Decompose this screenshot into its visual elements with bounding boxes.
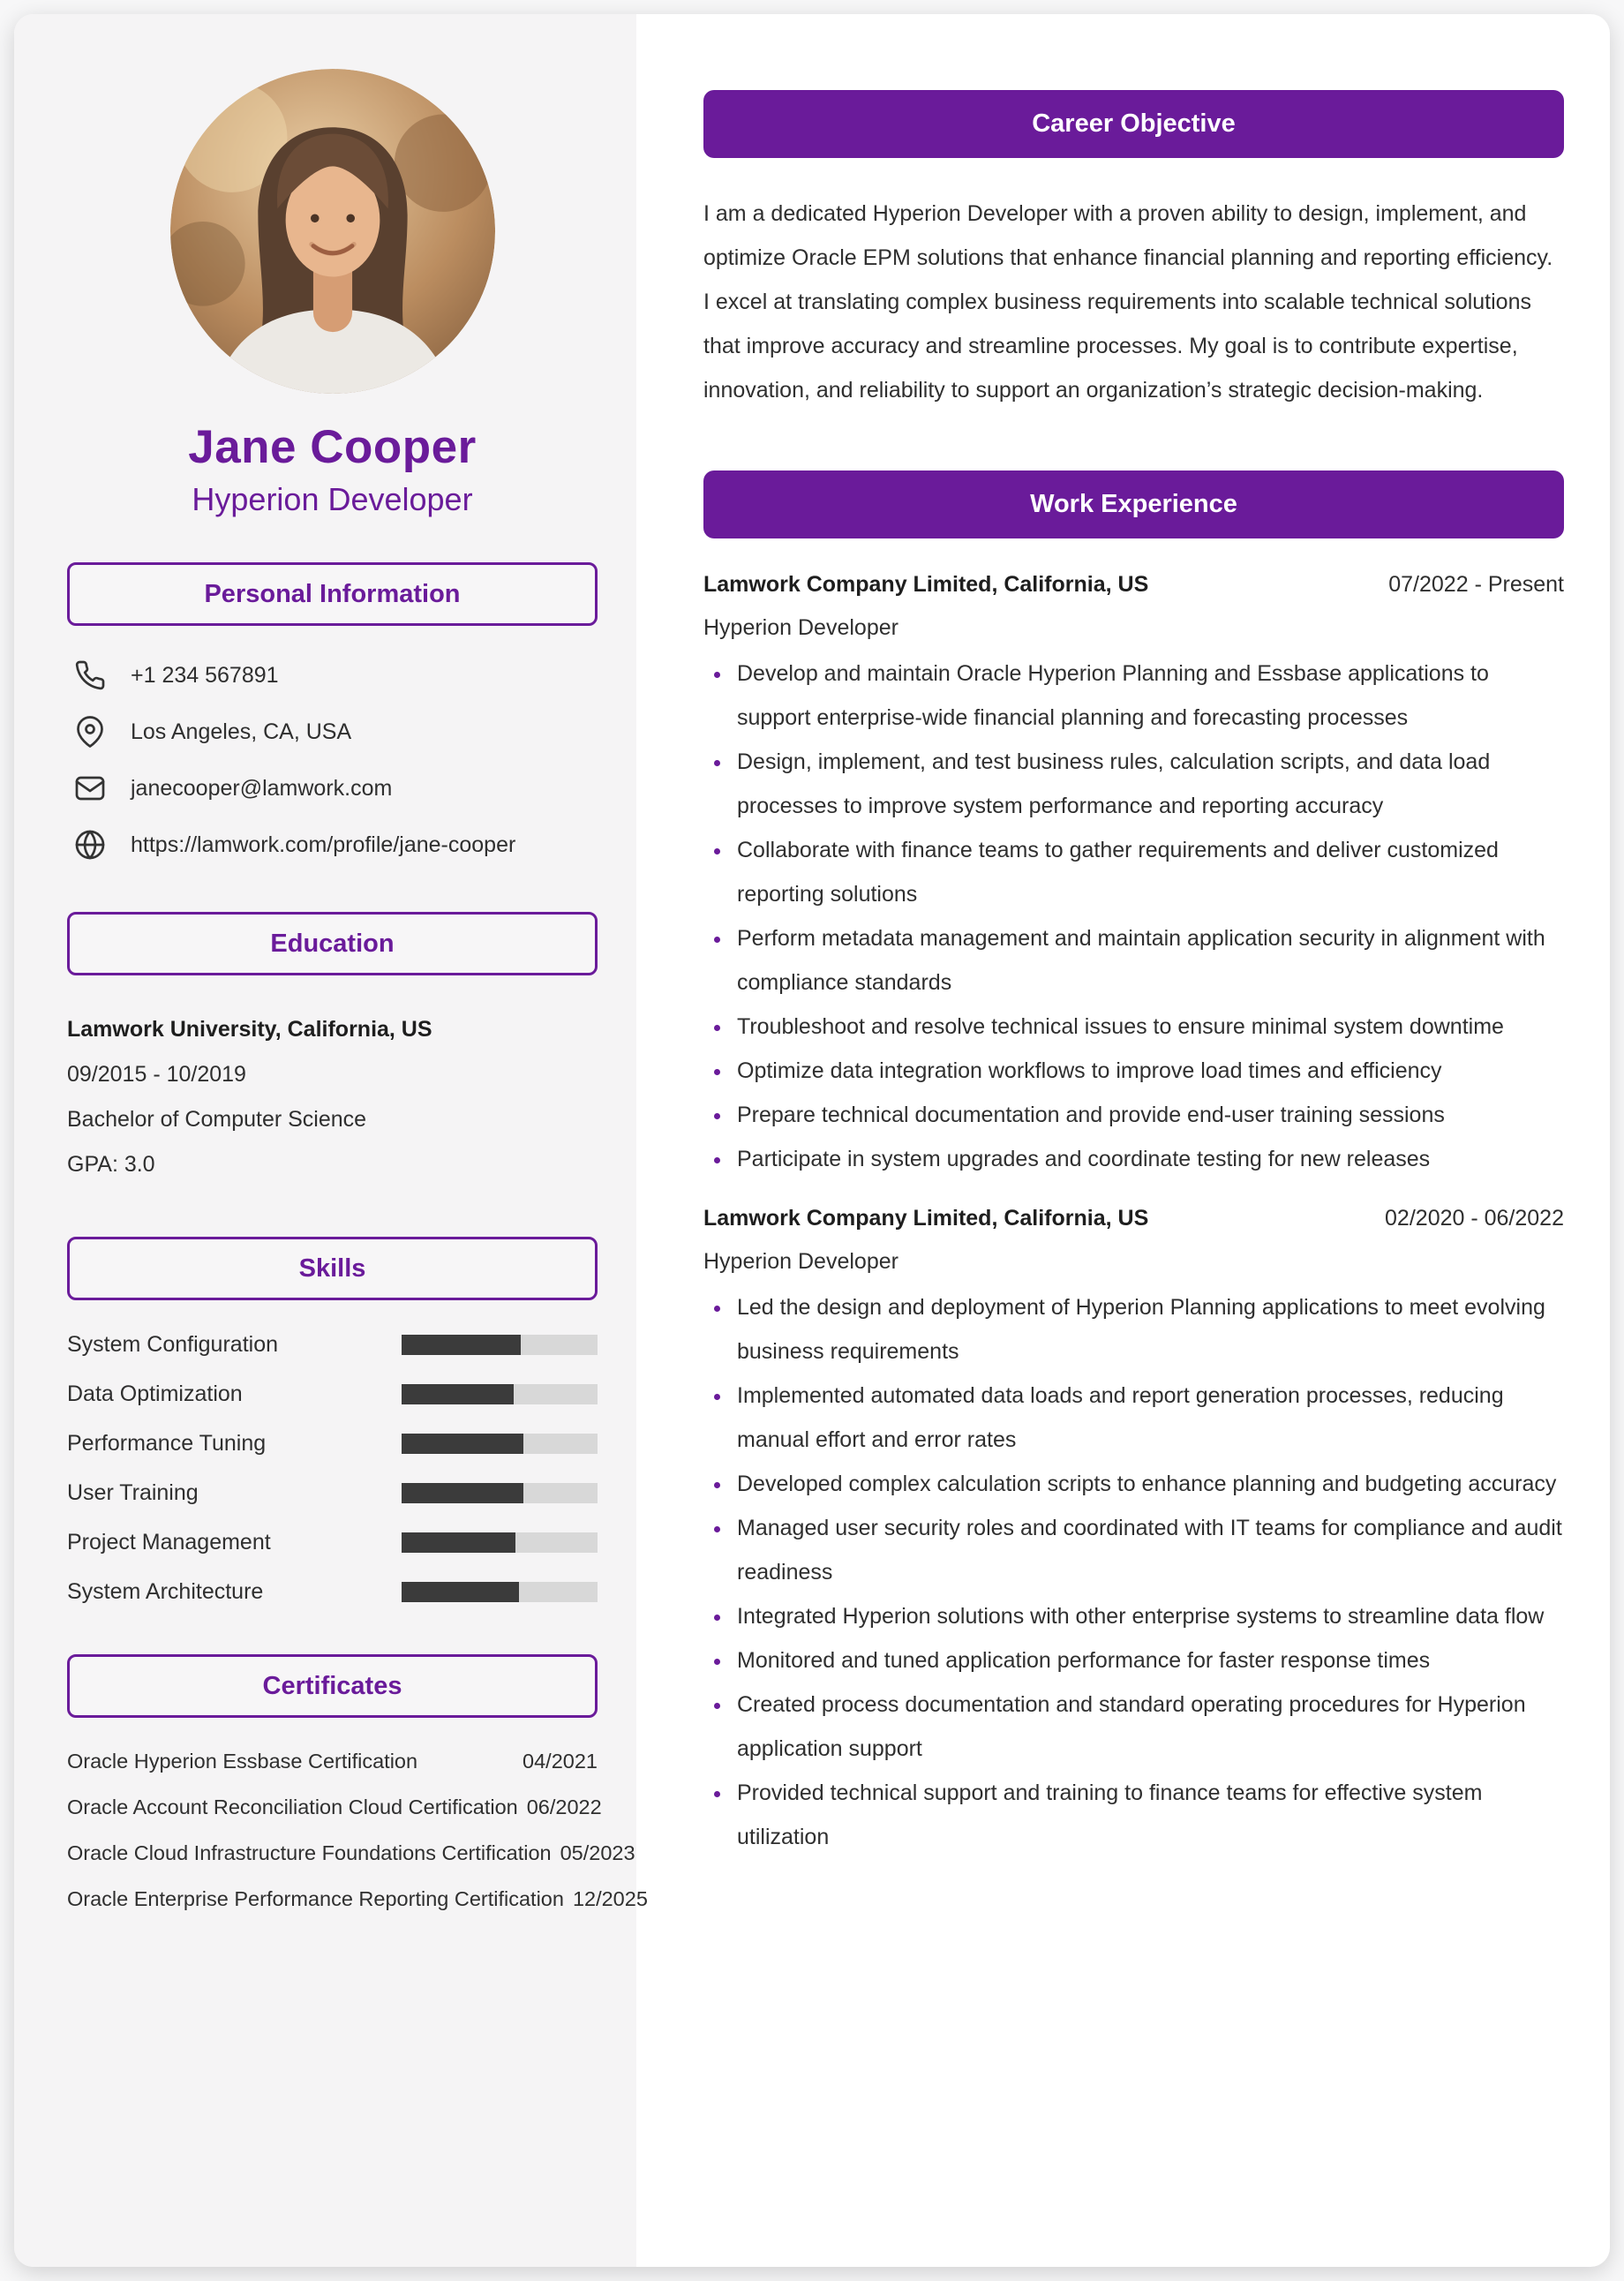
certificate-name: Oracle Hyperion Essbase Certification bbox=[67, 1750, 418, 1773]
skill-label: Performance Tuning bbox=[67, 1431, 267, 1456]
certificate-name: Oracle Enterprise Performance Reporting Certification bbox=[67, 1887, 564, 1910]
job-bullet: • Created process documentation and standard operating procedures for Hyperion application support bbox=[732, 1683, 1564, 1771]
job-bullet: • Monitored and tuned application performance for faster response times bbox=[732, 1638, 1564, 1683]
certificate-date: 05/2023 bbox=[560, 1841, 635, 1864]
skill-row bbox=[67, 1579, 598, 1605]
job-bullet: • Design, implement, and test business rules, calculation scripts, and data load processes to improve system performance and reporting accuracy bbox=[732, 740, 1564, 828]
skill-bar bbox=[402, 1532, 598, 1553]
education-school: Lamwork University, California, US bbox=[67, 1017, 432, 1042]
certificate-row bbox=[67, 1750, 598, 1773]
skill-row bbox=[67, 1530, 598, 1555]
candidate-name: Jane Cooper bbox=[188, 421, 477, 473]
contact-location-text: Los Angeles, CA, USA bbox=[131, 719, 352, 744]
skills-heading bbox=[67, 1237, 598, 1300]
main-column bbox=[636, 14, 1610, 2267]
skill-label: Project Management bbox=[67, 1530, 271, 1555]
phone-icon bbox=[72, 658, 108, 693]
personal-information-heading-label: Personal Information bbox=[204, 579, 461, 608]
profile-photo bbox=[170, 69, 495, 394]
skill-bar bbox=[402, 1483, 598, 1503]
certificate-row bbox=[67, 1887, 648, 1911]
work-experience-heading bbox=[703, 471, 1564, 538]
contact-item-location bbox=[72, 714, 598, 749]
job-bullet: • Managed user security roles and coordinated with IT teams for compliance and audit readiness bbox=[732, 1506, 1564, 1594]
career-objective-heading-label: Career Objective bbox=[1032, 109, 1236, 138]
skill-label: System Configuration bbox=[67, 1332, 279, 1357]
certificate-date: 04/2021 bbox=[523, 1750, 598, 1773]
section-career-objective bbox=[703, 90, 1564, 412]
job-header bbox=[703, 1206, 1564, 1231]
certificate-date: 06/2022 bbox=[526, 1795, 602, 1818]
job-company: Lamwork Company Limited, California, US bbox=[703, 572, 1149, 597]
contact-item-phone bbox=[72, 658, 598, 693]
skill-row bbox=[67, 1431, 598, 1457]
job-bullet: • Collaborate with finance teams to gather requirements and deliver customized reporting solutions bbox=[732, 828, 1564, 916]
job-bullet: • Implemented automated data loads and report generation processes, reducing manual effort and error rates bbox=[732, 1374, 1564, 1462]
contact-list bbox=[67, 658, 598, 862]
section-education bbox=[67, 912, 598, 1187]
skill-row bbox=[67, 1480, 598, 1506]
job-bullet: • Participate in system upgrades and coordinate testing for new releases bbox=[732, 1137, 1564, 1181]
skill-label: User Training bbox=[67, 1480, 199, 1505]
certificates-heading-label: Certificates bbox=[262, 1671, 402, 1700]
job-dates: 02/2020 - 06/2022 bbox=[1385, 1206, 1564, 1231]
job-dates: 07/2022 - Present bbox=[1388, 572, 1564, 597]
career-objective-text: I am a dedicated Hyperion Developer with a proven ability to design, implement, and optimize Oracle EPM solutions that enhance financial planning and reporting efficiency. I excel at translating complex business requirements into scalable technical solutions that improve accuracy and streamline processes. My goal is to contribute expertise, innovation, and reliability to support an organization’s strategic decision-making. bbox=[703, 201, 1553, 403]
skill-label: System Architecture bbox=[67, 1579, 264, 1604]
contact-email-text: janecooper@lamwork.com bbox=[131, 775, 393, 801]
resume-page bbox=[14, 14, 1610, 2267]
job-company: Lamwork Company Limited, California, US bbox=[703, 1206, 1149, 1231]
job-entry bbox=[703, 1206, 1564, 1859]
job-bullet: • Prepare technical documentation and provide end-user training sessions bbox=[732, 1093, 1564, 1137]
section-work-experience bbox=[703, 471, 1564, 1859]
education-heading bbox=[67, 912, 598, 975]
job-bullet: • Led the design and deployment of Hyperion Planning applications to meet evolving business requirements bbox=[732, 1285, 1564, 1374]
skill-row bbox=[67, 1381, 598, 1407]
skill-label: Data Optimization bbox=[67, 1381, 243, 1406]
contact-item-email bbox=[72, 771, 598, 806]
education-dates: 09/2015 - 10/2019 bbox=[67, 1062, 246, 1087]
avatar-illustration bbox=[170, 69, 495, 394]
contact-phone-text: +1 234 567891 bbox=[131, 662, 279, 688]
website-icon bbox=[72, 827, 108, 862]
contact-website-text: https://lamwork.com/profile/jane-cooper bbox=[131, 832, 516, 857]
education-degree: Bachelor of Computer Science bbox=[67, 1107, 367, 1132]
sidebar bbox=[14, 14, 648, 2267]
job-bullet: • Develop and maintain Oracle Hyperion Planning and Essbase applications to support enterprise-wide financial planning and forecasting processes bbox=[732, 651, 1564, 740]
skill-bar bbox=[402, 1335, 598, 1355]
contact-item-website bbox=[72, 827, 598, 862]
job-header bbox=[703, 572, 1564, 598]
section-certificates bbox=[67, 1654, 648, 1911]
education-heading-label: Education bbox=[270, 929, 395, 958]
job-bullet-list bbox=[703, 651, 1564, 1181]
certificate-row bbox=[67, 1795, 602, 1819]
job-bullet: • Optimize data integration workflows to improve load times and efficiency bbox=[732, 1049, 1564, 1093]
location-icon bbox=[72, 714, 108, 749]
personal-information-heading bbox=[67, 562, 598, 626]
section-skills bbox=[67, 1237, 598, 1605]
email-icon bbox=[72, 771, 108, 806]
certificate-name: Oracle Cloud Infrastructure Foundations Certification bbox=[67, 1841, 552, 1864]
job-role: Hyperion Developer bbox=[703, 1249, 898, 1274]
job-role: Hyperion Developer bbox=[703, 615, 898, 640]
education-gpa: GPA: 3.0 bbox=[67, 1152, 155, 1177]
certificate-name: Oracle Account Reconciliation Cloud Certification bbox=[67, 1795, 518, 1818]
job-bullet: • Troubleshoot and resolve technical issues to ensure minimal system downtime bbox=[732, 1005, 1564, 1049]
certificate-row bbox=[67, 1841, 635, 1865]
job-bullet: • Developed complex calculation scripts to enhance planning and budgeting accuracy bbox=[732, 1462, 1564, 1506]
job-bullet: • Perform metadata management and maintain application security in alignment with compliance standards bbox=[732, 916, 1564, 1005]
job-bullet: • Provided technical support and training to finance teams for effective system utilization bbox=[732, 1771, 1564, 1859]
candidate-title: Hyperion Developer bbox=[192, 481, 473, 517]
section-personal-information bbox=[67, 562, 598, 862]
job-bullet: • Integrated Hyperion solutions with other enterprise systems to streamline data flow bbox=[732, 1594, 1564, 1638]
skill-row bbox=[67, 1332, 598, 1358]
certificate-date: 12/2025 bbox=[572, 1887, 648, 1910]
skill-bar bbox=[402, 1582, 598, 1602]
career-objective-heading bbox=[703, 90, 1564, 158]
work-experience-heading-label: Work Experience bbox=[1030, 490, 1237, 518]
skill-bar bbox=[402, 1384, 598, 1404]
certificates-heading bbox=[67, 1654, 598, 1718]
skills-heading-label: Skills bbox=[298, 1253, 366, 1283]
skill-bar bbox=[402, 1434, 598, 1454]
job-entry bbox=[703, 572, 1564, 1181]
job-bullet-list bbox=[703, 1285, 1564, 1859]
